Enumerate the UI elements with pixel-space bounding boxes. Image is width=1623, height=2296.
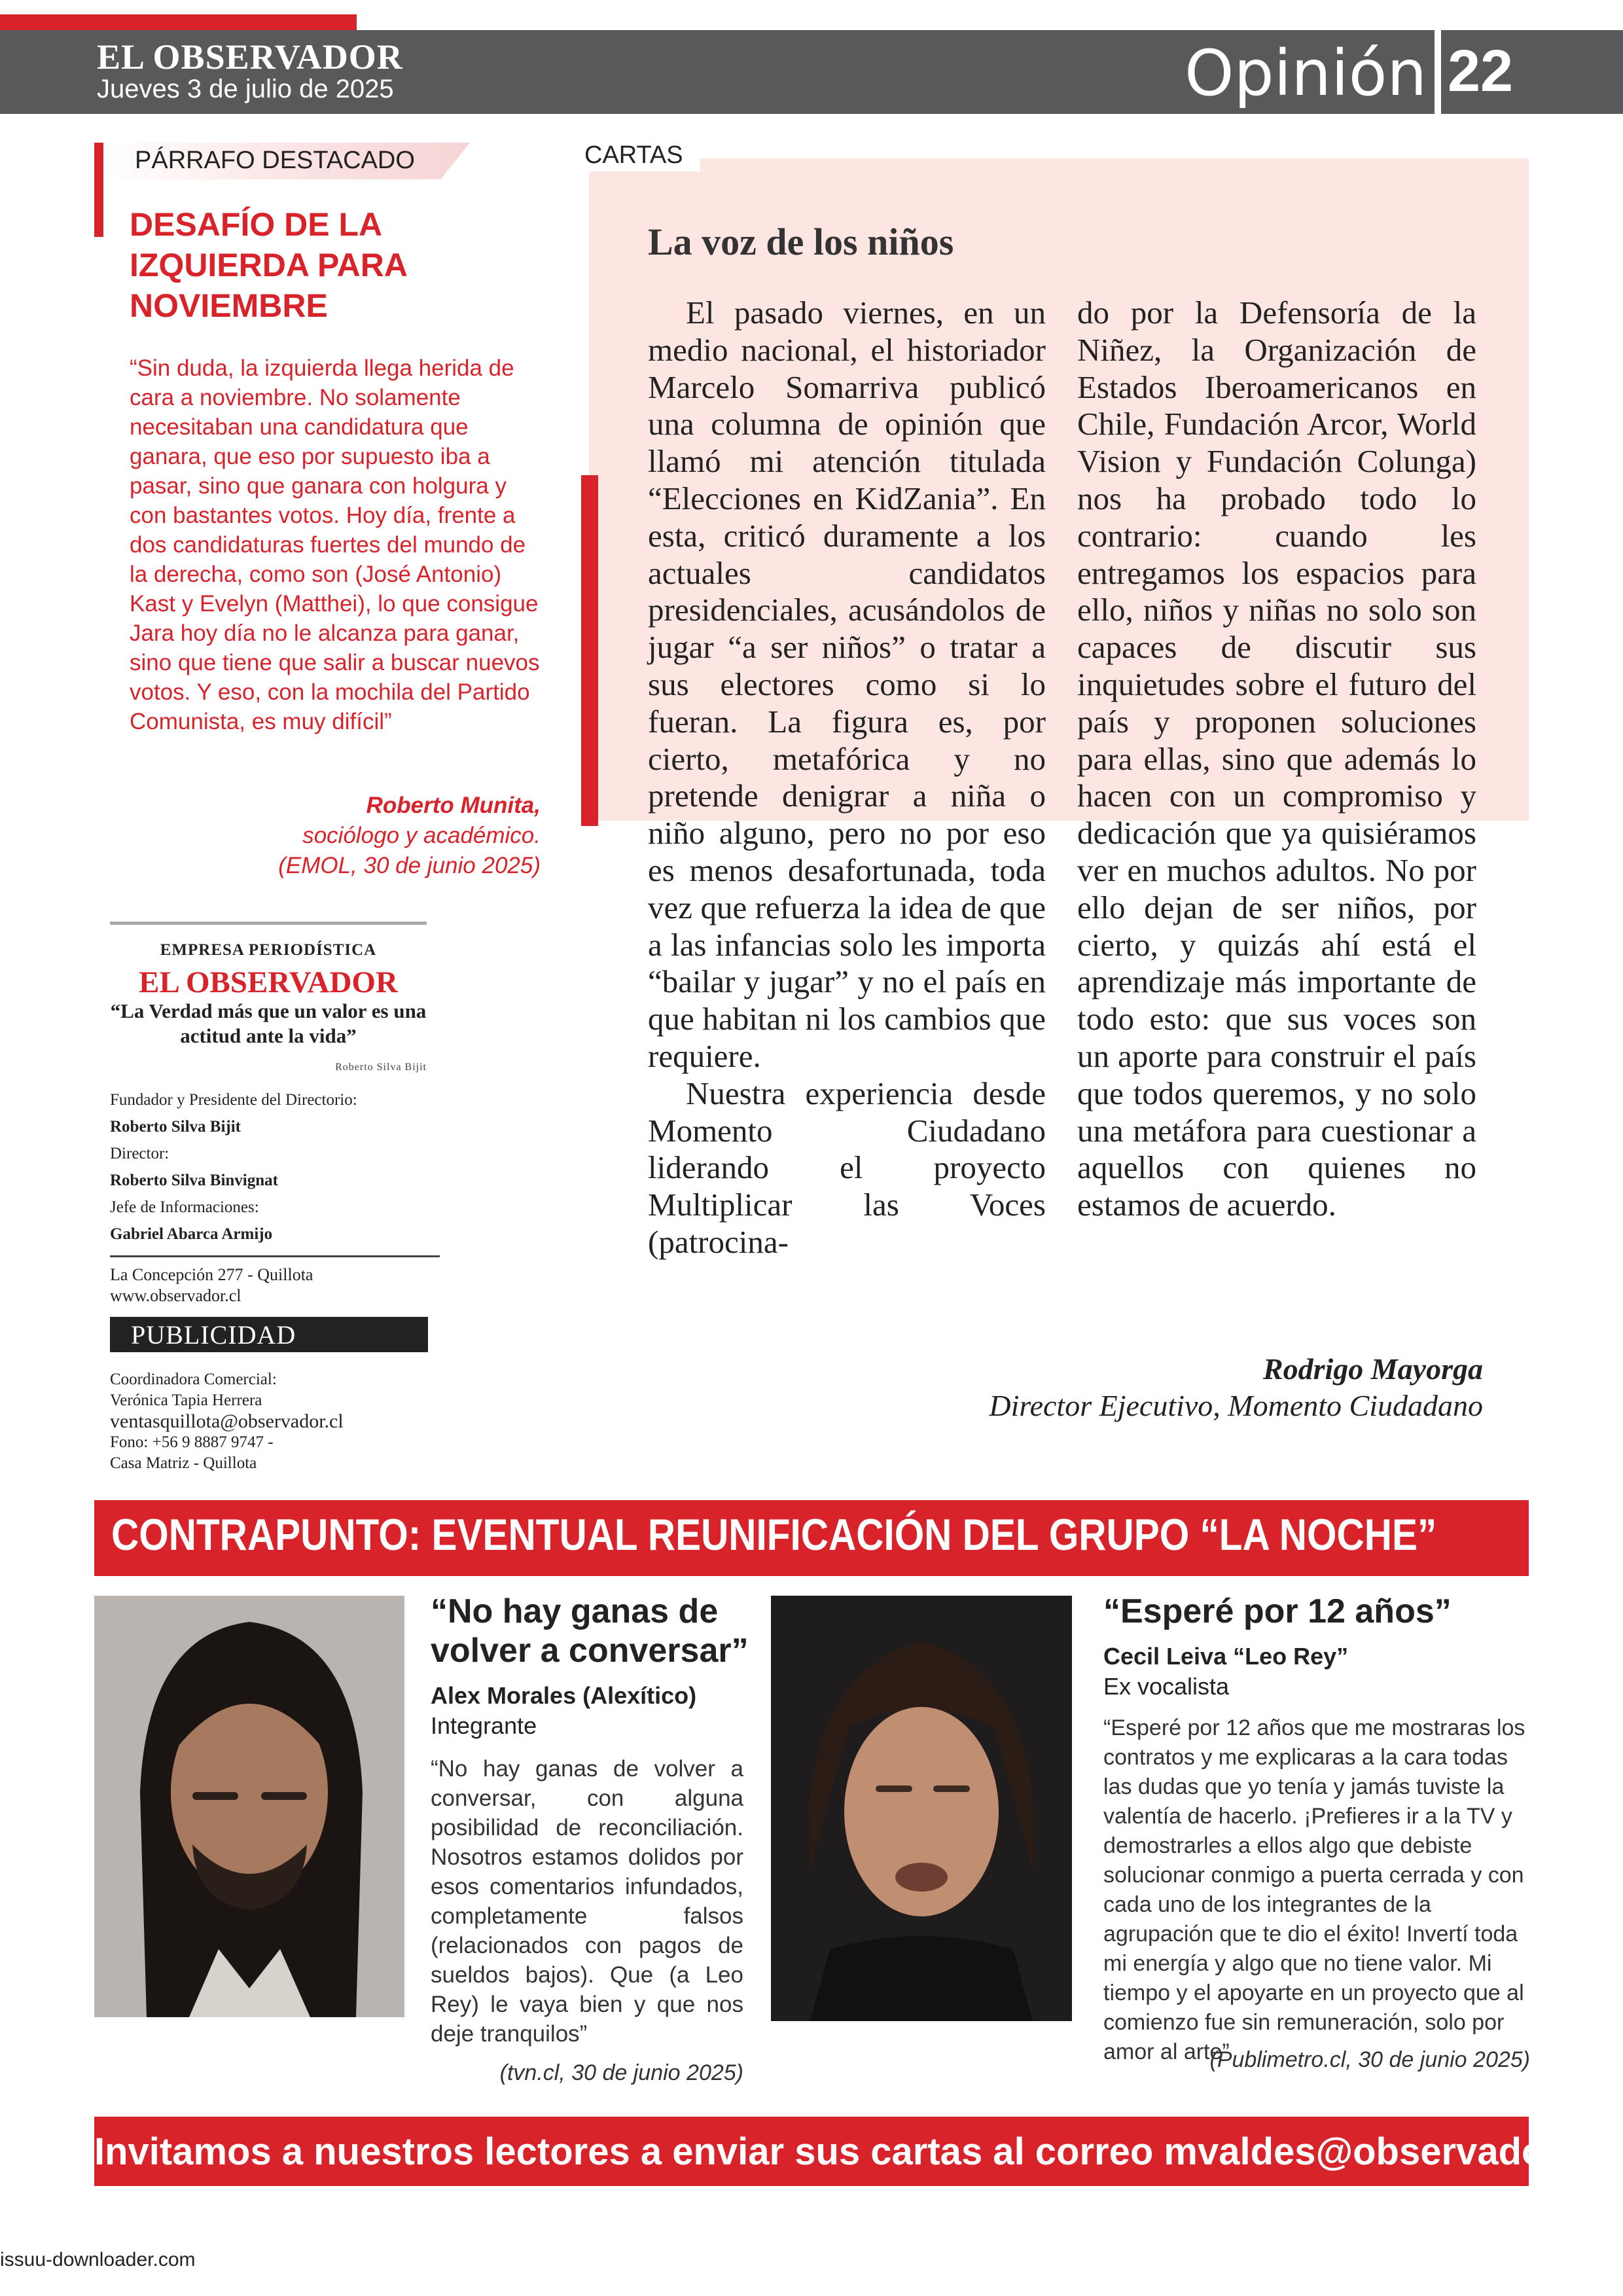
photo-alex-morales: [94, 1596, 404, 2017]
staff-divider: [110, 1255, 440, 1257]
ads-email: ventasquillota@observador.cl: [110, 1410, 344, 1432]
footer-invitation: Invitamos a nuestros lectores a enviar sus cartas al correo mvaldes@observador.cl: [94, 2130, 1600, 2173]
ads-office: Casa Matriz - Quillota: [110, 1454, 257, 1472]
staff-top-rule: [110, 922, 427, 925]
contrapunto-right-quote: “Esperé por 12 años que me mostraras los contratos y me explicaras a la cara todas las dudas que yo tenía y jamás tuviste la valentía de hacerlo. ¡Prefieres ir a la TV y demostrarles a ellos algo que debiste solucionar conmigo a puerta cerrada y con cada uno de los integrantes de la agrupación que te dio el éxito! Invertí toda mi energía y algo que no tiene valor. Mi tiempo y el apoyarte en un proyecto que al comienzo fue sin remuneración, solo por amor al arte”: [1103, 1715, 1525, 2064]
page-number-divider: [1435, 30, 1441, 114]
highlight-title: DESAFÍO DE LA IZQUIERDA PARA NOVIEMBRE: [130, 206, 407, 324]
staff-motto-author: Roberto Silva Bijit: [335, 1062, 427, 1073]
letter-author: Rodrigo Mayorga: [1262, 1352, 1483, 1386]
advertising-contact: [110, 1369, 437, 1474]
letter-signature: [851, 1351, 1483, 1424]
ads-coordinator-label: Coordinadora Comercial:: [110, 1371, 277, 1388]
highlight-quote: “Sin duda, la izquierda llega herida de cara a noviembre. No solamente necesitaban una candidatura que ganara, que eso por supuesto iba a pasar, sino que ganara con holgura y con bastantes votos. Hoy día, frente a dos candidaturas fuertes del mundo de la derecha, como son (José Antonio) Kast y Evelyn (Matthei), lo que consigue Jara hoy día no le alcanza para ganar, sino que tiene que salir a buscar nuevos votos. Y eso, con la mochila del Partido Comunista, es muy difícil”: [130, 355, 540, 734]
staff-motto: “La Verdad más que un valor es una actitud ante la vida”: [110, 999, 427, 1047]
contrapunto-left-headline: “No hay ganas de volver a conversar”: [431, 1592, 749, 1670]
contrapunto-left-role: Integrante: [431, 1712, 537, 1739]
contrapunto-right-source: (Publimetro.cl, 30 de junio 2025): [1209, 2047, 1530, 2072]
issue-date: Jueves 3 de julio de 2025: [97, 75, 394, 103]
staff-website: www.observador.cl: [110, 1286, 241, 1305]
staff-kicker: EMPRESA PERIODÍSTICA: [160, 941, 377, 959]
page-number: 22: [1448, 39, 1514, 104]
letter-column-1: [648, 295, 1046, 1261]
contrapunto-right-name: Cecil Leiva “Leo Rey”: [1103, 1643, 1349, 1670]
chief-name: Gabriel Abarca Armijo: [110, 1225, 273, 1243]
highlight-author: Roberto Munita,: [366, 793, 541, 818]
header-accent-strip: [0, 14, 357, 30]
letter-paragraph-2: Nuestra experiencia desde Momento Ciudadano liderando el proyecto Multiplicar las Voces (patrocina-: [648, 1075, 1046, 1260]
contrapunto-right-headline: “Esperé por 12 años”: [1103, 1592, 1452, 1630]
letter-column-2: [1077, 295, 1476, 1224]
staff-address-block: [110, 1265, 313, 1306]
founder-label: Fundador y Presidente del Directorio:: [110, 1091, 357, 1109]
highlight-accent-bar: [94, 143, 103, 237]
section-title: Opinión: [1185, 37, 1427, 110]
staff-credits: [110, 1086, 450, 1247]
ads-phone: Fono: +56 9 8887 9747 -: [110, 1433, 274, 1451]
letter-paragraph-3: do por la Defensoría de la Niñez, la Organización de Estados Iberoamericanos en Chile, Fundación Arcor, World Vision y Fundación Colunga) nos ha probado todo lo contrario: cuando les entregamos los espacios para ello, niños y niñas no solo son capaces de discutir sus inquietudes sobre el futuro del país y proponen soluciones para ellas, sino que además lo hacen con un compromiso y dedicación que ya quisiéramos ver en muchos adultos. No por ello dejan de ser niños, por cierto, y quizás ahí está el aprendizaje más importante de todo esto: que sus voces son un aporte para construir el país que todos queremos, y no solo una metáfora para cuestionar a aquellos con quienes no estamos de acuerdo.: [1077, 295, 1476, 1223]
director-label: Director:: [110, 1145, 169, 1162]
ads-coordinator: Verónica Tapia Herrera: [110, 1391, 262, 1409]
letter-paragraph-1: El pasado viernes, en un medio nacional, el historiador Marcelo Somarriva publicó una columna de opinión que llamó mi atención titulada “Elecciones en KidZania”. En esta, criticó duramente a los actuales candidatos presidenciales, acusándolos de jugar “a ser niños” o tratar a sus electores como si lo fueran. La figura es, por cierto, metafórica y no pretende denigrar a niña o niño alguno, pero no por eso es menos desafortunada, toda vez que refuerza la idea de que a las infancias solo les importa “bailar y jugar” y no el país en que habitan ni los cambios que requiere.: [648, 295, 1046, 1074]
advertising-title: PUBLICIDAD: [131, 1320, 296, 1350]
highlight-source: (EMOL, 30 de junio 2025): [278, 853, 541, 878]
letters-tab: CARTAS: [584, 141, 683, 169]
letter-accent-bar: [581, 475, 598, 826]
letter-author-role: Director Ejecutivo, Momento Ciudadano: [989, 1389, 1483, 1422]
contrapunto-right-role: Ex vocalista: [1103, 1673, 1230, 1700]
highlight-author-role: sociólogo y académico.: [302, 823, 541, 848]
founder-name: Roberto Silva Bijit: [110, 1118, 241, 1136]
highlight-signature: [249, 791, 541, 881]
contrapunto-left-source: (tvn.cl, 30 de junio 2025): [499, 2060, 743, 2085]
staff-address: La Concepción 277 - Quillota: [110, 1265, 313, 1284]
watermark: issuu-downloader.com: [0, 2249, 196, 2270]
chief-label: Jefe de Informaciones:: [110, 1198, 259, 1216]
highlight-tag: PÁRRAFO DESTACADO: [135, 147, 415, 174]
contrapunto-left-name: Alex Morales (Alexítico): [431, 1682, 697, 1709]
masthead: EL OBSERVADOR: [97, 37, 403, 77]
director-name: Roberto Silva Binvignat: [110, 1172, 278, 1189]
contrapunto-left-quote: “No hay ganas de volver a conversar, con alguna posibilidad de reconciliación. Nosotros estamos dolidos por esos comentarios infundados, completamente falsos (relacionados con pagos de sueldos bajos). Que (a Leo Rey) le vaya bien y que nos deje tranquilos”: [431, 1756, 743, 2047]
letter-title: La voz de los niños: [648, 221, 954, 263]
staff-newspaper-name: EL OBSERVADOR: [139, 965, 398, 999]
contrapunto-title: CONTRAPUNTO: EVENTUAL REUNIFICACIÓN DEL GRUPO “LA NOCHE”: [111, 1510, 1437, 1560]
photo-leo-rey: [771, 1596, 1072, 2021]
